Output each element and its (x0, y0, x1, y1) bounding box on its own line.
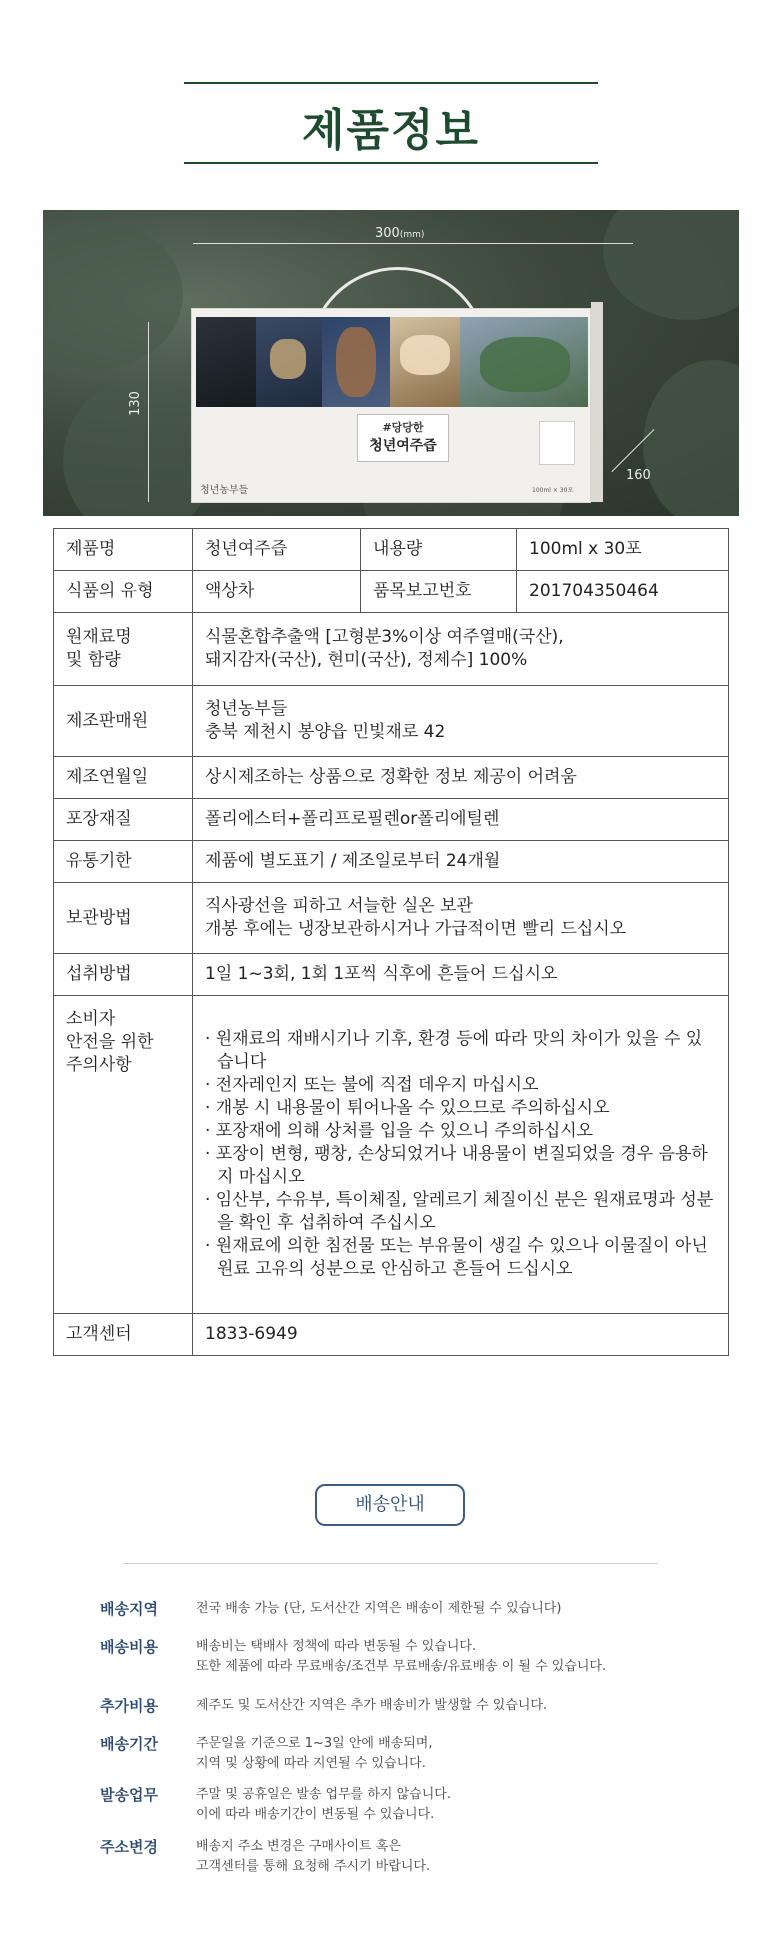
width-dimension-label: 300(mm) (375, 226, 425, 241)
product-name-label: 제품명 (54, 529, 193, 571)
table-row (54, 799, 729, 841)
intake-value: 1일 1~3회, 1회 1포씩 식후에 흔들어 드십시오 (193, 954, 729, 996)
shipping-key: 배송기간 (100, 1735, 158, 1753)
food-type-value: 액상차 (193, 571, 361, 613)
caution-label: 소비자 안전을 위한 주의사항 (54, 996, 193, 1314)
shipping-value: 주문일을 기준으로 1~3일 안에 배송되며, 지역 및 상황에 따라 지연될 수 있습니다. (196, 1736, 433, 1771)
table-row (54, 686, 729, 757)
width-dimension-line (193, 243, 633, 244)
food-type-label: 식품의 유형 (54, 571, 193, 613)
caution-note: · 포장이 변형, 팽창, 손상되었거나 내용물이 변질되었을 경우 음용하지 마십시오 (205, 1144, 708, 1187)
table-row (54, 954, 729, 996)
table-row (54, 529, 729, 571)
shipping-key: 배송비용 (100, 1638, 158, 1656)
box-spec: 100ml × 30포 (532, 487, 574, 494)
box-panel-logo (196, 317, 256, 407)
table-row (54, 996, 729, 1314)
cs-label: 고객센터 (54, 1314, 193, 1356)
table-row (54, 613, 729, 686)
product-photo (43, 210, 739, 516)
table-row (54, 571, 729, 613)
caution-note: · 전자레인지 또는 불에 직접 데우지 마십시오 (205, 1075, 539, 1095)
ingredients-label: 원재료명 및 함량 (54, 613, 193, 686)
shipping-value: 전국 배송 가능 (단, 도서산간 지역은 배송이 제한될 수 있습니다) (196, 1601, 562, 1616)
box-brand: 청년농부들 (200, 485, 249, 496)
mfg-date-value: 상시제조하는 상품으로 정확한 정보 제공이 어려움 (193, 757, 729, 799)
storage-label: 보관방법 (54, 883, 193, 954)
volume-value: 100ml x 30포 (517, 529, 729, 571)
shipping-value: 제주도 및 도서산간 지역은 추가 배송비가 발생할 수 있습니다. (196, 1698, 548, 1713)
ingredients-value: 식물혼합추출액 [고형분3%이상 여주열매(국산), 돼지감자(국산), 현미(국산), 정제수] 100% (193, 613, 729, 686)
page-title-block (184, 82, 598, 166)
seller-label: 제조판매원 (54, 686, 193, 757)
height-dimension-label: 130 (127, 391, 143, 416)
shipping-divider (123, 1563, 658, 1564)
seller-value: 청년농부들 충북 제천시 봉양읍 민빛재로 42 (193, 686, 729, 757)
packaging-label: 포장재질 (54, 799, 193, 841)
caution-note: · 원재료에 의한 침전물 또는 부유물이 생길 수 있으나 이물질이 아닌 원료 고유의 성분으로 안심하고 흔들어 드십시오 (205, 1236, 708, 1279)
shipping-key: 배송지역 (100, 1600, 158, 1618)
table-row (54, 1314, 729, 1356)
height-dimension-line (148, 322, 149, 502)
storage-value: 직사광선을 피하고 서늘한 실온 보관 개봉 후에는 냉장보관하시거나 가급적이면 빨리 드십시오 (193, 883, 729, 954)
box-pouch-illustration (539, 421, 575, 465)
box-product-label: #당당한 청년여주즙 (357, 414, 449, 462)
shipping-value: 배송비는 택배사 정책에 따라 변동될 수 있습니다. 또한 제품에 따라 무료배송/조건부 무료배송/유료배송 이 될 수 있습니다. (196, 1639, 607, 1674)
caution-notes (193, 996, 729, 1314)
caution-note: · 임산부, 수유부, 특이체질, 알레르기 체질이신 분은 원재료명과 성분을 확인 후 섭취하여 주십시오 (205, 1190, 714, 1233)
box-panel-root-3 (390, 317, 460, 407)
shipping-key: 추가비용 (100, 1697, 158, 1715)
product-box (191, 308, 591, 503)
shipping-key: 발송업무 (100, 1786, 158, 1804)
shipping-value: 배송지 주소 변경은 구매사이트 혹은 고객센터를 통해 요청해 주시기 바랍니다. (196, 1839, 431, 1874)
box-panel-plant (460, 317, 588, 407)
depth-dimension-label: 160 (626, 468, 651, 483)
caution-note: · 포장재에 의해 상처를 입을 수 있으니 주의하십시오 (205, 1121, 594, 1141)
product-info-table (53, 528, 729, 1356)
box-panel-root-2 (322, 317, 390, 407)
intake-label: 섭취방법 (54, 954, 193, 996)
box-panel-root-1 (256, 317, 322, 407)
title-divider-top (184, 82, 598, 84)
shipping-value: 주말 및 공휴일은 발송 업무를 하지 않습니다. 이에 따라 배송기간이 변동될 수 있습니다. (196, 1787, 451, 1822)
cs-phone: 1833-6949 (193, 1314, 729, 1356)
packaging-value: 폴리에스터+폴리프로필렌or폴리에틸렌 (193, 799, 729, 841)
expiry-label: 유통기한 (54, 841, 193, 883)
shipping-guide-button[interactable]: 배송안내 (315, 1484, 465, 1526)
report-no-label: 품목보고번호 (361, 571, 517, 613)
expiry-value: 제품에 별도표기 / 제조일로부터 24개월 (193, 841, 729, 883)
table-row (54, 757, 729, 799)
table-row (54, 841, 729, 883)
product-name-value: 청년여주즙 (193, 529, 361, 571)
page-title: 제품정보 (301, 105, 480, 156)
mfg-date-label: 제조연월일 (54, 757, 193, 799)
report-no-value: 201704350464 (517, 571, 729, 613)
box-side (591, 302, 603, 502)
table-row (54, 883, 729, 954)
caution-note: · 개봉 시 내용물이 튀어나올 수 있으므로 주의하십시오 (205, 1098, 610, 1118)
volume-label: 내용량 (361, 529, 517, 571)
caution-note: · 원재료의 재배시기나 기후, 환경 등에 따라 맛의 차이가 있을 수 있습니다 (205, 1029, 703, 1072)
title-divider-bottom (184, 162, 598, 164)
shipping-key: 주소변경 (100, 1838, 158, 1856)
